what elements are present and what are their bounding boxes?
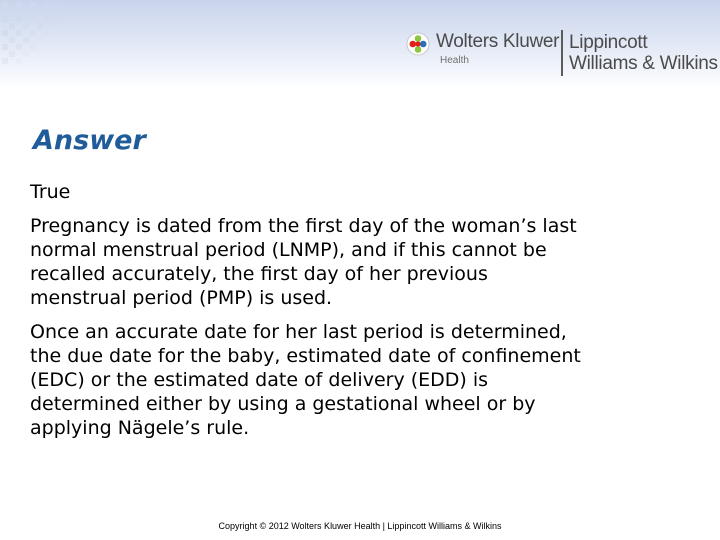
globe-dot-red	[410, 41, 417, 48]
grid-square	[30, 2, 36, 8]
grid-square	[23, 23, 29, 29]
slide-title: Answer	[33, 125, 146, 156]
grid-square	[44, 16, 50, 22]
grid-square	[16, 30, 22, 36]
logo-divider	[561, 30, 563, 76]
imprint-line-1: Lippincott	[569, 32, 648, 53]
grid-square	[2, 16, 8, 22]
grid-square	[2, 58, 8, 64]
grid-square	[37, 9, 43, 15]
grid-square	[44, 2, 50, 8]
grid-square	[9, 23, 15, 29]
grid-square	[44, 30, 50, 36]
grid-square	[58, 2, 64, 8]
grid-square	[51, 23, 57, 29]
imprint-line-2: Williams & Wilkins	[569, 53, 718, 74]
globe-dot-center	[415, 41, 420, 46]
grid-square	[2, 30, 8, 36]
globe-dot-green	[415, 35, 422, 42]
grid-square	[58, 16, 64, 22]
grid-square	[23, 51, 29, 57]
paragraph-due-date: Once an accurate date for her last period is determined, the due date for the baby, estimated date of confinement (EDC) or the estimated date of delivery (EDD) is determined either by using a gestational wheel or by applying Nägele’s rule.	[30, 321, 581, 439]
grid-square	[9, 37, 15, 43]
grid-square	[16, 44, 22, 50]
copyright-footer: Copyright © 2012 Wolters Kluwer Health | Lippincott Williams & Wilkins	[218, 521, 502, 531]
grid-square	[9, 51, 15, 57]
grid-square	[9, 9, 15, 15]
grid-square	[30, 44, 36, 50]
grid-square	[37, 37, 43, 43]
grid-square	[37, 23, 43, 29]
grid-square	[30, 16, 36, 22]
grid-square	[23, 37, 29, 43]
division-name: Health	[440, 55, 469, 66]
slide-body	[30, 180, 690, 440]
grid-square	[23, 9, 29, 15]
globe-dot-blue	[420, 41, 427, 48]
grid-square	[16, 2, 22, 8]
paragraph-lnmp: Pregnancy is dated from the first day of the woman’s last normal menstrual period (LNMP), and if this cannot be recalled accurately, the first day of her previous menstrual period (PMP) is used.	[30, 215, 577, 309]
grid-square	[51, 9, 57, 15]
globe-dot-green-2	[415, 46, 422, 53]
globe-icon	[406, 32, 430, 56]
grid-square	[16, 58, 22, 64]
imprint-name	[569, 32, 718, 74]
grid-square	[16, 16, 22, 22]
company-name: Wolters Kluwer	[436, 31, 560, 52]
grid-square	[30, 30, 36, 36]
grid-square	[2, 2, 8, 8]
grid-square	[2, 44, 8, 50]
answer-text: True	[30, 181, 71, 203]
